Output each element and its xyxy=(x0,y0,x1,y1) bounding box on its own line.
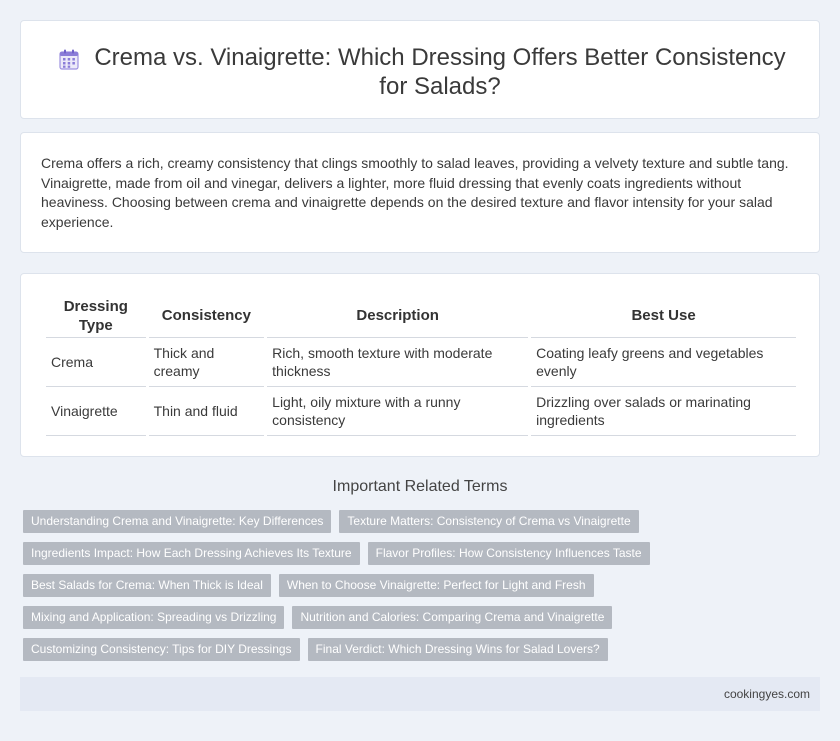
table-cell: Rich, smooth texture with moderate thickness xyxy=(267,338,528,387)
table-row xyxy=(46,338,796,387)
related-term-tag[interactable]: Nutrition and Calories: Comparing Crema and Vinaigrette xyxy=(292,606,612,629)
table-cell: Vinaigrette xyxy=(46,387,146,436)
table-row xyxy=(46,387,796,436)
table-cell: Crema xyxy=(46,338,146,387)
related-term-tag[interactable]: Ingredients Impact: How Each Dressing Achieves Its Texture xyxy=(23,542,360,565)
site-name[interactable]: cookingyes.com xyxy=(723,687,810,701)
comparison-table xyxy=(43,294,799,436)
table-cell: Coating leafy greens and vegetables evenly xyxy=(531,338,796,387)
table-cell: Light, oily mixture with a runny consistency xyxy=(267,387,528,436)
page-title: Crema vs. Vinaigrette: Which Dressing Offers Better Consistency for Salads? xyxy=(94,44,786,100)
intro-paragraph: Crema offers a rich, creamy consistency that clings smoothly to salad leaves, providing a velvety texture and subtle tang. Vinaigrette, made from oil and vinegar, delivers a lighter, more fluid dressing that evenly coats ingredients without heaviness. Choosing between crema and vinaigrette depends on the desired texture and flavor intensity for your salad experience. xyxy=(41,155,789,230)
table-cell: Thick and creamy xyxy=(149,338,265,387)
related-term-tag[interactable]: Final Verdict: Which Dressing Wins for Salad Lovers? xyxy=(308,638,608,661)
header-card xyxy=(20,20,820,119)
table-header-row xyxy=(46,294,796,338)
intro-card xyxy=(20,132,820,253)
column-header: Dressing Type xyxy=(46,294,146,338)
related-term-tag[interactable]: Best Salads for Crema: When Thick is Ideal xyxy=(23,574,271,597)
related-term-tag[interactable]: Customizing Consistency: Tips for DIY Dressings xyxy=(23,638,300,661)
related-terms-heading: Important Related Terms xyxy=(332,478,508,495)
related-term-tag[interactable]: Texture Matters: Consistency of Crema vs Vinaigrette xyxy=(339,510,638,533)
column-header: Consistency xyxy=(149,294,265,338)
related-term-tag[interactable]: Flavor Profiles: How Consistency Influences Taste xyxy=(368,542,650,565)
table-cell: Drizzling over salads or marinating ingredients xyxy=(531,387,796,436)
comparison-table-card xyxy=(20,273,820,457)
footer xyxy=(20,677,820,711)
column-header: Best Use xyxy=(531,294,796,338)
related-term-tag[interactable]: When to Choose Vinaigrette: Perfect for Light and Fresh xyxy=(279,574,594,597)
table-cell: Thin and fluid xyxy=(149,387,265,436)
related-terms-list xyxy=(23,510,823,670)
related-term-tag[interactable]: Understanding Crema and Vinaigrette: Key Differences xyxy=(23,510,331,533)
column-header: Description xyxy=(267,294,528,338)
related-term-tag[interactable]: Mixing and Application: Spreading vs Drizzling xyxy=(23,606,284,629)
